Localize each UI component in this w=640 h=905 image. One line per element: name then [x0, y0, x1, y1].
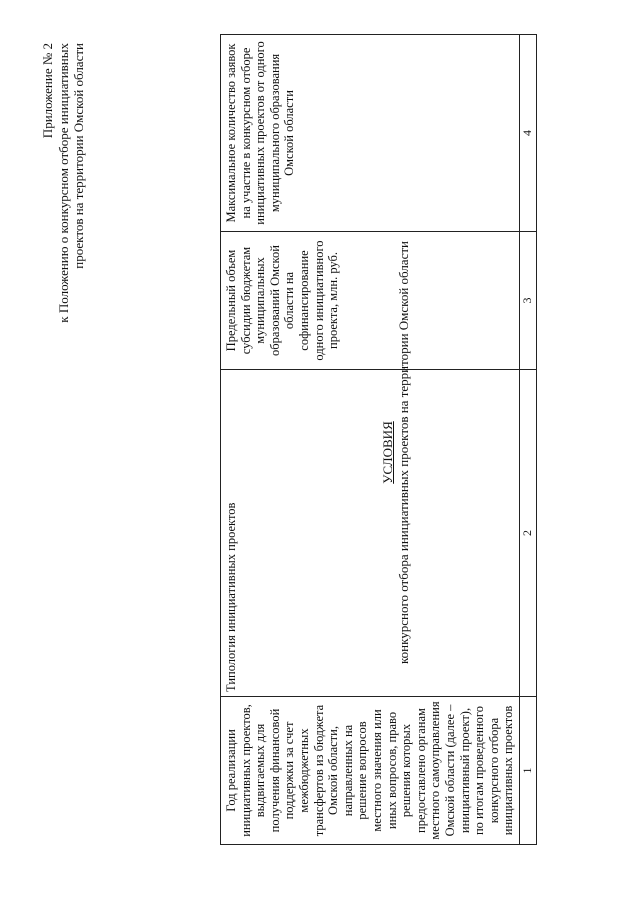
- table-header-row: [221, 35, 520, 845]
- appendix-reference-line1: к Положению о конкурсном отборе инициативных: [55, 43, 71, 323]
- column-number-2: 2: [519, 370, 536, 697]
- column-number-3: 3: [519, 232, 536, 370]
- appendix-number: Приложение № 2: [40, 43, 55, 139]
- header-cell-max-applications: Максимальное количество заявок на участие в конкурсном отборе инициативных проектов от одного муниципального образования Омской области: [221, 35, 520, 232]
- table-number-row: [519, 35, 536, 845]
- header-cell-typology: Типология инициативных проектов: [221, 370, 520, 697]
- column-number-1: 1: [519, 697, 536, 845]
- header-cell-year: Год реализации инициативных проектов, выдвигаемых для получения финансовой поддержки за счет межбюджетных трансфертов из бюджета Омской области, направленных на решение вопросов местного значения или иных вопросов, право решения которых предоставлено органам местного самоуправления Омской области (далее – инициативный проект), по итогам проведенного конкурсного отбора инициативных проектов: [221, 697, 520, 845]
- header-cell-subsidy-limit: Предельный объем субсидии бюджетам муниципальных образований Омской области на софинансирование одного инициативного проекта, млн. руб.: [221, 232, 520, 370]
- appendix-reference-line2: проектов на территории Омской области: [71, 43, 86, 269]
- appendix-header: [40, 43, 87, 905]
- conditions-table: [220, 34, 537, 845]
- document-heading: УСЛОВИЯ: [380, 421, 395, 484]
- column-number-4: 4: [519, 35, 536, 232]
- document-subtitle: конкурсного отбора инициативных проектов на территории Омской области: [396, 241, 411, 665]
